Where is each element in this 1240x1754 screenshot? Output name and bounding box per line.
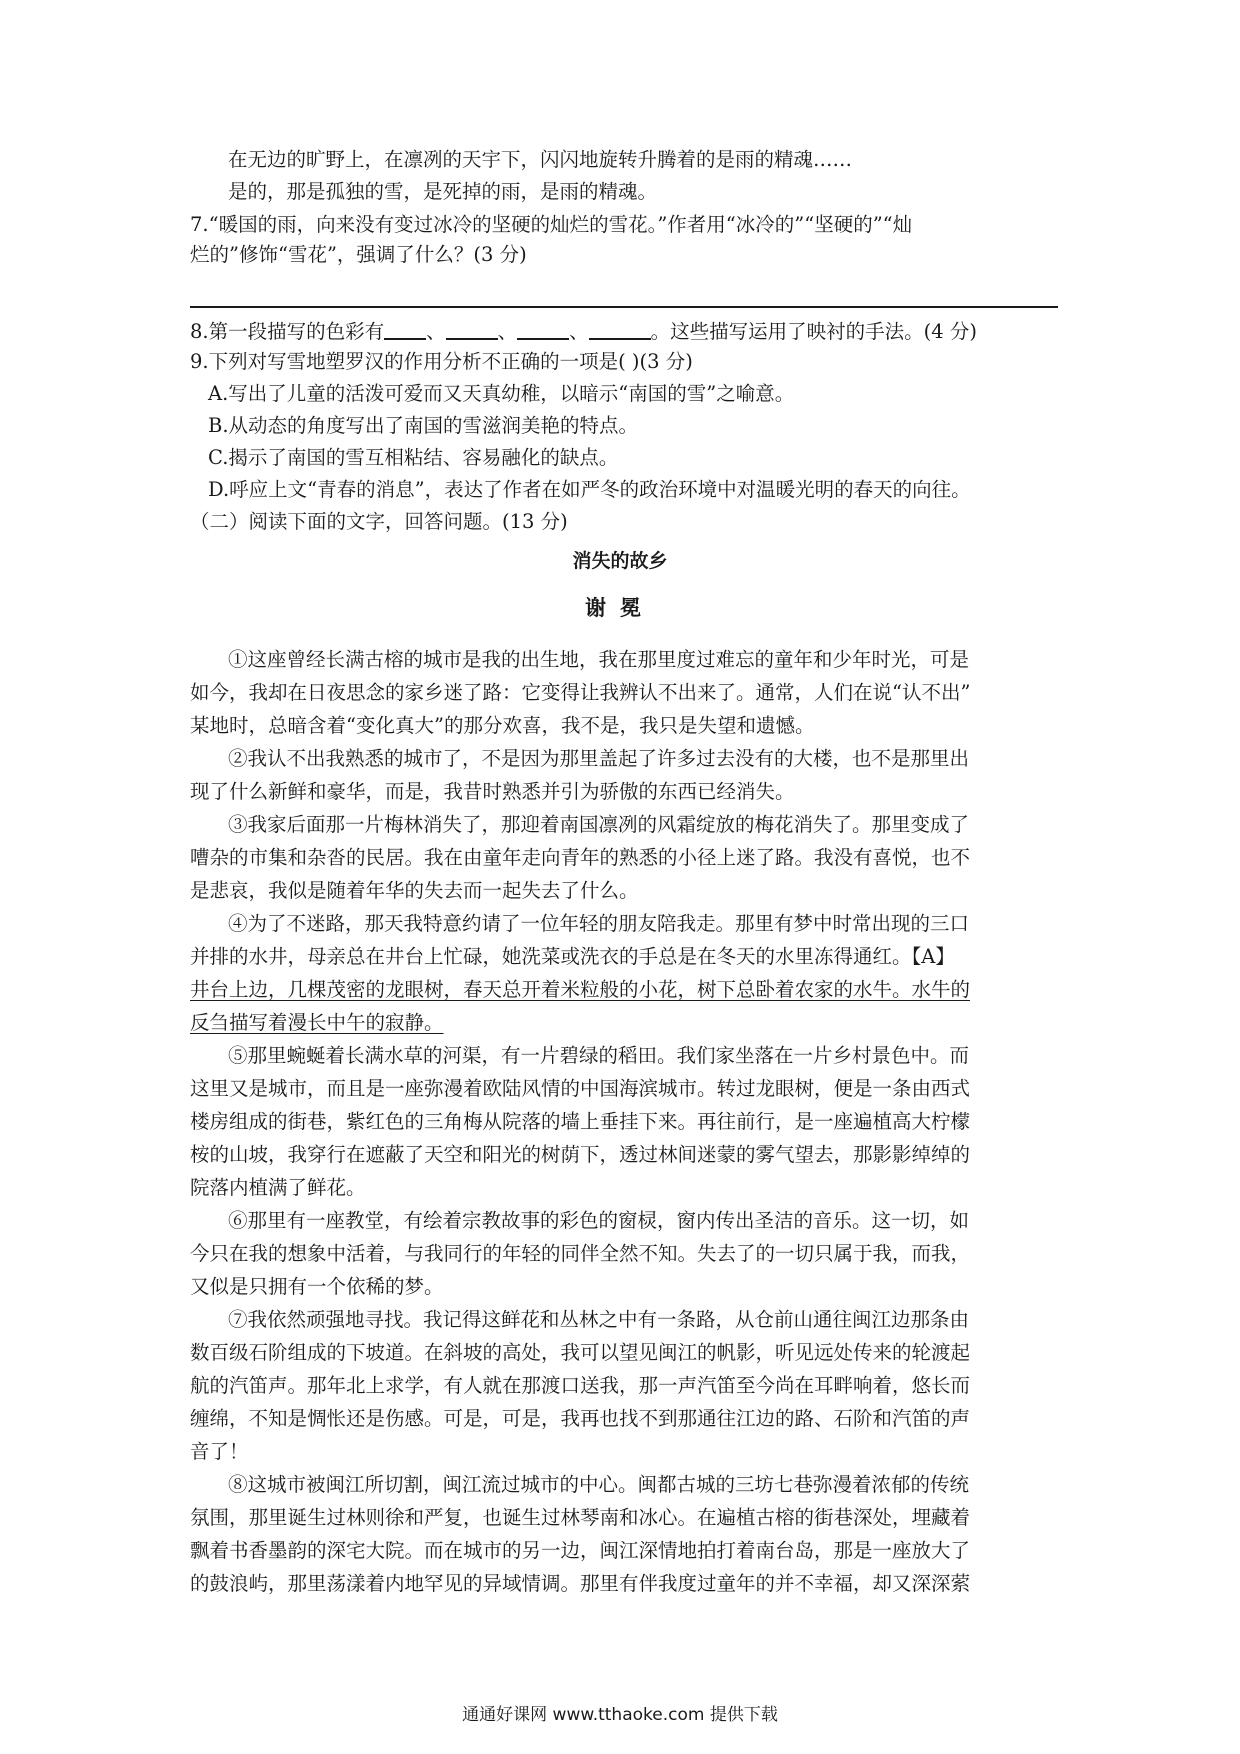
question-7-line-1: 7.“暖国的雨，向来没有变过冰冷的坚硬的灿烂的雪花。”作者用“冰冷的”“坚硬的”“灿 (190, 213, 913, 236)
article-paragraph-5-line: 楼房组成的街巷，紫红色的三角梅从院落的墙上垂挂下来。再往前行，是一座遍植高大柠檬 (190, 1110, 971, 1133)
article-paragraph-2-line: 现了什么新鲜和豪华，而是，我昔时熟悉并引为骄傲的东西已经消失。 (190, 780, 795, 803)
blank-3[interactable] (517, 320, 569, 340)
question-8-prefix: 8.第一段描写的色彩有 (190, 320, 385, 343)
article-paragraph-5-line: ⑤那里蜿蜒着长满水草的河渠，有一片碧绿的稻田。我们家坐落在一片乡村景色中。而 (228, 1044, 970, 1067)
question-9-option-d: D.呼应上文“青春的消息”，表达了作者在如严冬的政治环境中对温暖光明的春天的向往。 (208, 478, 971, 501)
intro-line-1: 在无边的旷野上，在凛冽的天宇下，闪闪地旋转升腾着的是雨的精魂…… (228, 148, 853, 171)
article-paragraph-3-line: ③我家后面那一片梅林消失了，那迎着南国凛冽的风霜绽放的梅花消失了。那里变成了 (228, 813, 970, 836)
blank-2[interactable] (446, 320, 498, 340)
article-paragraph-4-line: ④为了不迷路，那天我特意约请了一位年轻的朋友陪我走。那里有梦中时常出现的三口 (228, 912, 970, 935)
intro-line-2: 是的，那是孤独的雪，是死掉的雨，是雨的精魂。 (228, 180, 658, 203)
article-paragraph-3-line: 嘈杂的市集和杂沓的民居。我在由童年走向青年的熟悉的小径上迷了路。我没有喜悦，也不 (190, 846, 971, 869)
article-paragraph-5-line: 这里又是城市，而且是一座弥漫着欧陆风情的中国海滨城市。转过龙眼树，便是一条由西式 (190, 1077, 971, 1100)
article-paragraph-1-line: 某地时，总暗含着“变化真大”的那分欢喜，我不是，我只是失望和遗憾。 (190, 714, 815, 737)
question-9-stem: 9.下列对写雪地塑罗汉的作用分析不正确的一项是( )(3 分) (190, 350, 693, 373)
article-paragraph-6-line: 今只在我的想象中活着，与我同行的年轻的同伴全然不知。失去了的一切只属于我，而我， (190, 1242, 971, 1265)
answer-line (190, 306, 1058, 308)
article-paragraph-6-line: 又似是只拥有一个依稀的梦。 (190, 1275, 444, 1298)
article-author: 谢冕 (585, 596, 655, 620)
question-8-sep: 、 (426, 320, 446, 343)
article-paragraph-7-line: 缠绵，不知是惆怅还是伤感。可是，可是，我再也找不到那通往江边的路、石阶和汽笛的声 (190, 1407, 971, 1430)
footer-watermark: 通通好课网 www.tthaoke.com 提供下载 (462, 1705, 778, 1725)
article-paragraph-8-line: 氛围，那里诞生过林则徐和严复，也诞生过林琴南和冰心。在遍植古榕的街巷深处，埋藏着 (190, 1506, 971, 1529)
article-paragraph-3-line: 是悲哀，我似是随着年华的失去而一起失去了什么。 (190, 879, 639, 902)
question-9-option-a: A.写出了儿童的活泼可爱而又天真幼稚，以暗示“南国的雪”之喻意。 (208, 382, 795, 405)
article-title: 消失的故乡 (572, 550, 668, 572)
question-8-suffix: 。这些描写运用了映衬的手法。(4 分) (650, 320, 977, 343)
article-paragraph-1-line: ①这座曾经长满古榕的城市是我的出生地，我在那里度过难忘的童年和少年时光，可是 (228, 648, 970, 671)
question-9-option-b: B.从动态的角度写出了南国的雪滋润美艳的特点。 (208, 414, 639, 437)
blank-4[interactable] (589, 320, 651, 340)
article-paragraph-8-line: 的鼓浪屿，那里荡漾着内地罕见的异域情调。那里有伴我度过童年的并不幸福，却又深深萦 (190, 1572, 971, 1595)
article-paragraph-1-line: 如今，我却在日夜思念的家乡迷了路：它变得让我辨认不出来了。通常，人们在说“认不出” (190, 681, 971, 704)
question-7-line-2: 烂的”修饰“雪花”，强调了什么？(3 分) (190, 243, 527, 266)
question-8-sep: 、 (497, 320, 518, 343)
article-paragraph-8-line: 飘着书香墨韵的深宅大院。而在城市的另一边，闽江深情地拍打着南台岛，那是一座放大了 (190, 1539, 971, 1562)
article-paragraph-4-line: 并排的水井，母亲总在井台上忙碌，她洗菜或洗衣的手总是在冬天的水里冻得通红。【A】 (190, 945, 955, 968)
question-9-option-c: C.揭示了南国的雪互相粘结、容易融化的缺点。 (208, 446, 619, 469)
article-paragraph-6-line: ⑥那里有一座教堂，有绘着宗教故事的彩色的窗棂，窗内传出圣洁的音乐。这一切，如 (228, 1209, 970, 1232)
article-paragraph-5-line: 桉的山坡，我穿行在遮蔽了天空和阳光的树荫下，透过林间迷蒙的雾气望去，那影影绰绰的 (190, 1143, 971, 1166)
article-paragraph-5-line: 院落内植满了鲜花。 (190, 1176, 366, 1199)
article-paragraph-7-line: ⑦我依然顽强地寻找。我记得这鲜花和丛林之中有一条路，从仓前山通往闽江边那条由 (228, 1308, 970, 1331)
blank-1[interactable] (384, 320, 426, 340)
article-paragraph-7-line: 音了！ (190, 1440, 249, 1463)
article-paragraph-2-line: ②我认不出我熟悉的城市了，不是因为那里盖起了许多过去没有的大楼，也不是那里出 (228, 747, 970, 770)
question-8-sep: 、 (569, 320, 589, 343)
section-2-heading: （二）阅读下面的文字，回答问题。(13 分) (190, 510, 568, 533)
article-paragraph-7-line: 航的汽笛声。那年北上求学，有人就在那渡口送我，那一声汽笛至今尚在耳畔响着，悠长而 (190, 1374, 971, 1397)
article-paragraph-8-line: ⑧这城市被闽江所切割，闽江流过城市的中心。闽都古城的三坊七巷弥漫着浓郁的传统 (228, 1473, 970, 1496)
question-8 (190, 320, 977, 342)
article-paragraph-7-line: 数百级石阶组成的下坡道。在斜坡的高处，我可以望见闽江的帆影，听见远处传来的轮渡起 (190, 1341, 971, 1364)
underlined-sentence-line: 井台上边，几棵茂密的龙眼树，春天总开着米粒般的小花，树下总卧着农家的水牛。水牛的 (190, 978, 971, 1001)
underlined-sentence-line: 反刍描写着漫长中午的寂静。 (190, 1011, 444, 1034)
